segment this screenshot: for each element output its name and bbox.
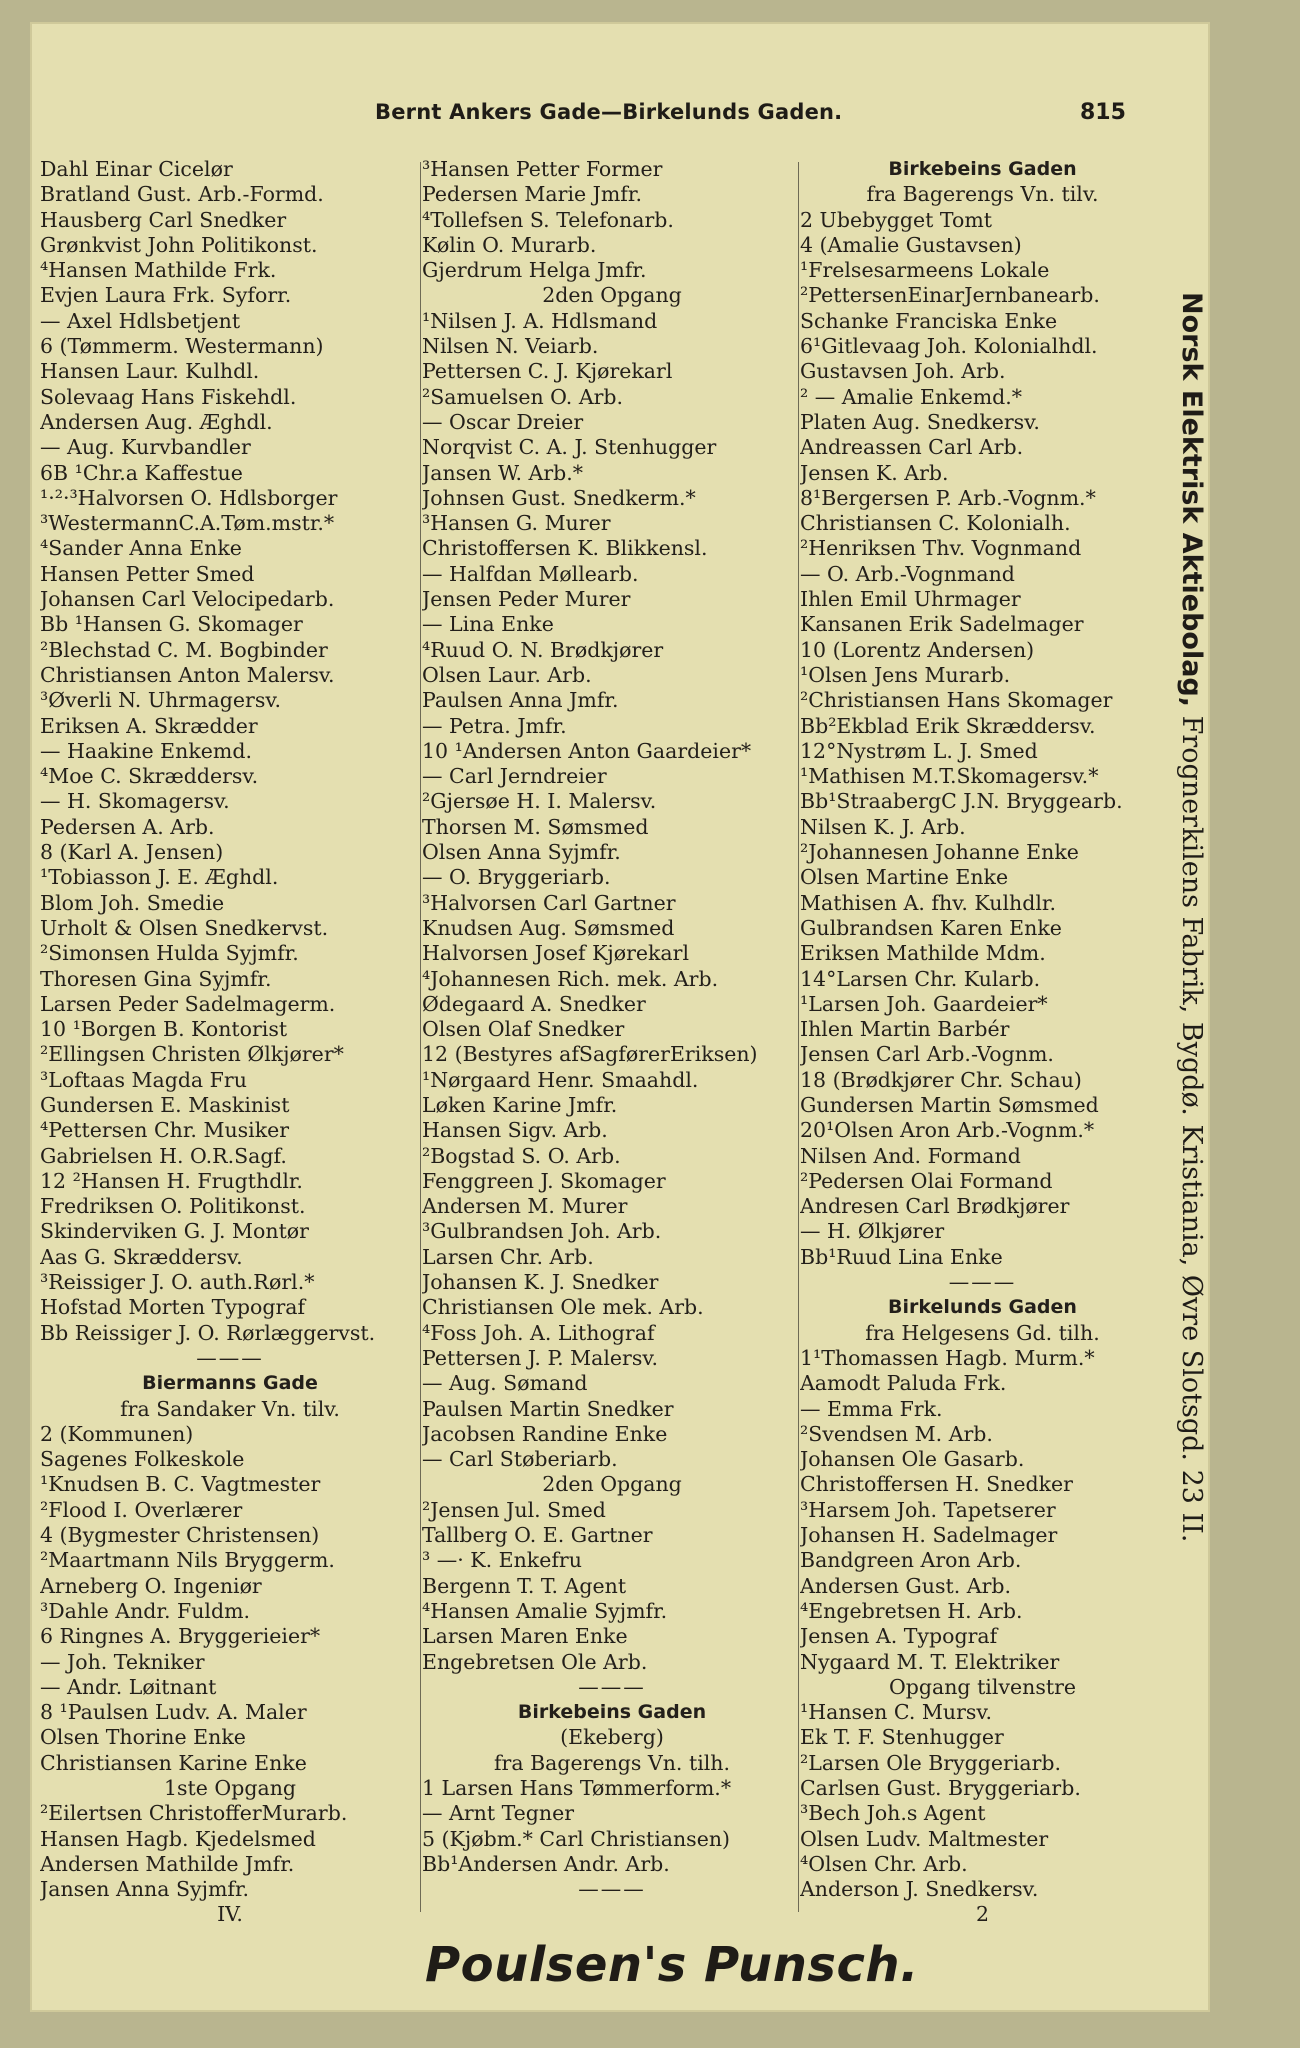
directory-entry: Fredriksen O. Politikonst.: [40, 1194, 306, 1219]
directory-entry: ⁴Ruud O. N. Brødkjører: [422, 637, 664, 662]
directory-entry: 2den Opgang: [542, 1472, 682, 1497]
directory-entry: ³Dahle Andr. Fuldm.: [40, 1598, 251, 1623]
directory-entry: fra Bagerengs Vn. tilv.: [866, 182, 1099, 207]
directory-entry: Olsen Olaf Snedker: [422, 1017, 625, 1042]
directory-entry: Hansen Petter Smed: [40, 561, 255, 586]
directory-entry: Opgang tilvenstre: [888, 1674, 1077, 1699]
directory-entry: Gabrielsen H. O.R.Sagf.: [40, 1143, 287, 1168]
directory-entry: Eriksen A. Skrædder: [40, 713, 258, 738]
directory-entry: Johnsen Gust. Snedkerm.*: [422, 485, 696, 510]
directory-entry: 4 (Amalie Gustavsen): [800, 232, 1022, 257]
directory-entry: ³Hansen G. Murer: [422, 511, 611, 536]
directory-entry: — H. Skomagersv.: [40, 789, 230, 814]
directory-entry: Pedersen Marie Jmfr.: [422, 182, 642, 207]
directory-entry: Kansanen Erik Sadelmager: [800, 612, 1084, 637]
directory-entry: Grønkvist John Politikonst.: [40, 232, 318, 257]
directory-entry: Solevaag Hans Fiskehdl.: [40, 384, 297, 409]
column-divider: [420, 162, 421, 1912]
directory-entry: — Aug. Kurvbandler: [40, 435, 251, 460]
directory-entry: ³Reissiger J. O. auth.Rørl.*: [40, 1270, 315, 1295]
directory-entry: 6 (Tømmerm. Westermann): [40, 334, 324, 359]
column-1: [40, 157, 420, 1928]
directory-entry: 12°Nystrøm L. J. Smed: [800, 738, 1038, 763]
directory-entry: Christoffersen K. Blikkensl.: [422, 536, 708, 561]
section-separator: ———: [948, 1270, 1017, 1295]
ad-company-address: Frognerkilens Fabrik, Bygdø. Kristiania, Øvre Slotsgd. 23 II.: [1176, 715, 1207, 1543]
directory-entry: 12 (Bestyres afSagførerEriksen): [422, 1042, 758, 1067]
street-heading: Birkelunds Gaden: [888, 1296, 1077, 1319]
directory-entry: 8 (Karl A. Jensen): [40, 840, 224, 865]
directory-entry: Jensen A. Typograf: [800, 1624, 998, 1649]
directory-entry: — Carl Jerndreier: [422, 764, 607, 789]
directory-entry: Olsen Anna Syjmfr.: [422, 840, 621, 865]
section-separator: ———: [578, 1877, 646, 1902]
directory-entry: Tallberg O. E. Gartner: [422, 1523, 653, 1548]
directory-entry: 10 (Lorentz Andersen): [800, 637, 1035, 662]
directory-entry: fra Bagerengs Vn. tilh.: [493, 1750, 731, 1775]
directory-entry: fra Sandaker Vn. tilv.: [120, 1396, 340, 1421]
directory-entry: Blom Joh. Smedie: [40, 890, 225, 915]
directory-entry: Anderson J. Snedkersv.: [800, 1877, 1039, 1902]
directory-entry: — Joh. Tekniker: [40, 1649, 205, 1674]
directory-entry: 14°Larsen Chr. Kularb.: [800, 966, 1041, 991]
directory-entry: Skinderviken G. J. Montør: [40, 1219, 309, 1244]
directory-entry: Andresen Carl Brødkjører: [800, 1194, 1070, 1219]
directory-entry: ⁴Johannesen Rich. mek. Arb.: [422, 966, 719, 991]
street-heading: Birkebeins Gaden: [517, 1701, 707, 1724]
directory-entry: ¹Tobiasson J. E. Æghdl.: [40, 865, 279, 890]
directory-entry: 2: [975, 1902, 990, 1927]
directory-entry: Jansen W. Arb.*: [422, 460, 584, 485]
directory-entry: Bb¹Andersen Andr. Arb.: [422, 1851, 670, 1876]
directory-entry: 6 Ringnes A. Bryggerieier*: [40, 1624, 321, 1649]
directory-entry: ²Larsen Ole Bryggeriarb.: [800, 1750, 1062, 1775]
directory-entry: Gulbrandsen Karen Enke: [800, 915, 1062, 940]
footer-advertisement: Poulsen's Punsch.: [425, 1937, 919, 1993]
vertical-advertisement: [1175, 292, 1215, 1712]
directory-entry: ³Øverli N. Uhrmagersv.: [40, 688, 282, 713]
directory-entry: Ihlen Emil Uhrmager: [800, 587, 1021, 612]
directory-entry: ¹Nilsen J. A. Hdlsmand: [422, 308, 658, 333]
directory-entry: — Andr. Løitnant: [40, 1674, 217, 1699]
directory-entry: 10 ¹Andersen Anton Gaardeier*: [422, 738, 752, 763]
directory-entry: Jacobsen Randine Enke: [422, 1421, 668, 1446]
ad-company-name: Norsk Elektrisk Aktiebolag,: [1176, 292, 1207, 708]
directory-entry: Mathisen A. fhv. Kulhdlr.: [800, 890, 1056, 915]
directory-entry: Pettersen J. P. Malersv.: [422, 1345, 659, 1370]
directory-entry: ²Ellingsen Christen Ølkjører*: [40, 1042, 344, 1067]
street-heading: Birkebeins Gaden: [888, 158, 1077, 180]
directory-entry: Johansen Carl Velocipedarb.: [40, 587, 335, 612]
directory-entry: 8 ¹Paulsen Ludv. A. Maler: [40, 1700, 307, 1725]
directory-entry: Fenggreen J. Skomager: [422, 1168, 666, 1193]
directory-entry: ²Bogstad S. O. Arb.: [422, 1143, 621, 1168]
directory-entry: ³Gulbrandsen Joh. Arb.: [422, 1219, 662, 1244]
directory-entry: 10 ¹Borgen B. Kontorist: [40, 1017, 288, 1042]
directory-entry: 2 (Kommunen): [40, 1421, 194, 1446]
directory-entry: 5 (Kjøbm.* Carl Christiansen): [422, 1826, 731, 1851]
directory-entry: Andreassen Carl Arb.: [800, 435, 1024, 460]
directory-entry: Hofstad Morten Typograf: [40, 1295, 306, 1320]
directory-entry: ²Svendsen M. Arb.: [800, 1421, 993, 1446]
directory-entry: ¹Frelsesarmeens Lokale: [800, 258, 1050, 283]
directory-entry: Evjen Laura Frk. Syforr.: [40, 283, 292, 308]
directory-entry: ¹Nørgaard Henr. Smaahdl.: [422, 1067, 699, 1092]
directory-entry: — H. Ølkjører: [800, 1219, 945, 1244]
page-header: [30, 100, 1210, 140]
directory-entry: Platen Aug. Snedkersv.: [800, 409, 1040, 434]
directory-entry: Andersen Mathilde Jmfr.: [40, 1851, 295, 1876]
directory-entry: ²Gjersøe H. I. Malersv.: [422, 789, 657, 814]
directory-entry: — Emma Frk.: [800, 1396, 943, 1421]
directory-entry: 6¹Gitlevaag Joh. Kolonialhdl.: [800, 334, 1098, 359]
directory-entry: Gustavsen Joh. Arb.: [800, 359, 1006, 384]
directory-entry: Bb¹StraabergC J.N. Bryggearb.: [800, 789, 1123, 814]
directory-entry: 18 (Brødkjører Chr. Schau): [800, 1067, 1082, 1092]
directory-entry: Jensen Peder Murer: [422, 587, 631, 612]
page-number: 815: [1080, 100, 1126, 125]
directory-entry: Dahl Einar Cicelør: [40, 157, 233, 181]
directory-entry: ³ —· K. Enkefru: [422, 1548, 582, 1573]
column-divider: [798, 162, 799, 1912]
directory-entry: Nilsen And. Formand: [800, 1143, 1021, 1168]
directory-entry: — Carl Støberiarb.: [422, 1447, 618, 1472]
directory-entry: Olsen Thorine Enke: [40, 1725, 246, 1750]
directory-entry: ³Hansen Petter Former: [422, 157, 663, 181]
directory-entry: ⁴Engebretsen H. Arb.: [800, 1598, 1023, 1623]
directory-entry: Gundersen Martin Sømsmed: [800, 1092, 1099, 1117]
directory-entry: Bergenn T. T. Agent: [422, 1573, 627, 1598]
directory-entry: ²Henriksen Thv. Vognmand: [800, 536, 1082, 561]
directory-entry: (Ekeberg): [560, 1725, 664, 1750]
directory-entry: Bb ¹Hansen G. Skomager: [40, 612, 303, 637]
directory-entry: Bb Reissiger J. O. Rørlæggervst.: [40, 1320, 376, 1345]
directory-entry: ¹Mathisen M.T.Skomagersv.*: [800, 764, 1099, 789]
directory-entry: ³Bech Joh.s Agent: [800, 1801, 986, 1826]
street-heading: Biermanns Gade: [142, 1372, 318, 1395]
directory-entry: 2 Ubebygget Tomt: [800, 207, 993, 232]
section-separator: ———: [578, 1674, 646, 1699]
directory-entry: Bb¹Ruud Lina Enke: [800, 1244, 1003, 1269]
directory-entry: Norqvist C. A. J. Stenhugger: [422, 435, 717, 460]
directory-entry: Thoresen Gina Syjmfr.: [40, 966, 272, 991]
directory-entry: Jensen Carl Arb.-Vognm.: [800, 1042, 1054, 1067]
directory-entry: ²Maartmann Nils Bryggerm.: [40, 1548, 335, 1573]
directory-entry: — Arnt Tegner: [422, 1801, 575, 1826]
directory-entry: Aamodt Paluda Frk.: [800, 1371, 1007, 1396]
directory-entry: ²Samuelsen O. Arb.: [422, 384, 624, 409]
directory-entry: IV.: [217, 1902, 243, 1927]
directory-entry: Knudsen Aug. Sømsmed: [422, 915, 675, 940]
directory-entry: Halvorsen Josef Kjørekarl: [422, 941, 690, 966]
directory-entry: — O. Bryggeriarb.: [422, 865, 611, 890]
directory-entry: — Haakine Enkemd.: [40, 738, 252, 763]
directory-entry: ¹Hansen C. Mursv.: [800, 1700, 993, 1725]
directory-entry: ⁴Sander Anna Enke: [40, 536, 242, 561]
directory-entry: ³WestermannC.A.Tøm.mstr.*: [40, 511, 335, 536]
directory-entry: 20¹Olsen Aron Arb.-Vognm.*: [800, 1118, 1095, 1143]
directory-entry: ²Pedersen Olai Formand: [800, 1168, 1053, 1193]
directory-entry: Schanke Franciska Enke: [800, 308, 1058, 333]
directory-entry: ³Loftaas Magda Fru: [40, 1067, 247, 1092]
directory-entry: ¹Olsen Jens Murarb.: [800, 662, 1011, 687]
directory-entry: ²Johannesen Johanne Enke: [800, 840, 1079, 865]
directory-entry: ⁴Olsen Chr. Arb.: [800, 1851, 968, 1876]
directory-entry: Gjerdrum Helga Jmfr.: [422, 258, 647, 283]
directory-entry: Johansen K. J. Snedker: [422, 1270, 659, 1295]
directory-entry: Paulsen Martin Snedker: [422, 1396, 674, 1421]
directory-entry: 6B ¹Chr.a Kaffestue: [40, 460, 243, 485]
directory-entry: Andersen Gust. Arb.: [800, 1573, 1012, 1598]
directory-entry: Christiansen Anton Malersv.: [40, 662, 335, 687]
directory-entry: ²Jensen Jul. Smed: [422, 1497, 606, 1522]
directory-entry: ¹Larsen Joh. Gaardeier*: [800, 991, 1048, 1016]
directory-entry: Christiansen C. Kolonialh.: [800, 511, 1071, 536]
directory-entry: Sagenes Folkeskole: [40, 1447, 245, 1472]
directory-entry: — Halfdan Møllearb.: [422, 561, 639, 586]
directory-entry: ⁴Pettersen Chr. Musiker: [40, 1118, 290, 1143]
directory-entry: Johansen Ole Gasarb.: [800, 1447, 1025, 1472]
directory-entry: ²Simonsen Hulda Syjmfr.: [40, 941, 299, 966]
directory-entry: 4 (Bygmester Christensen): [40, 1523, 320, 1548]
page-title: Bernt Ankers Gade—Birkelunds Gaden.: [375, 100, 843, 124]
directory-entry: Hansen Hagb. Kjedelsmed: [40, 1826, 316, 1851]
directory-entry: ²Blechstad C. M. Bogbinder: [40, 637, 328, 662]
directory-entry: Urholt & Olsen Snedkervst.: [40, 915, 329, 940]
directory-entry: ⁴Foss Joh. A. Lithograf: [422, 1320, 655, 1345]
directory-entry: Nygaard M. T. Elektriker: [800, 1649, 1060, 1674]
directory-entry: Arneberg O. Ingeniør: [40, 1573, 262, 1598]
directory-entry: Larsen Peder Sadelmagerm.: [40, 991, 336, 1016]
directory-entry: Bandgreen Aron Arb.: [800, 1548, 1022, 1573]
directory-entry: Bb²Ekblad Erik Skræddersv.: [800, 713, 1096, 738]
directory-page: [30, 22, 1210, 2012]
directory-entry: Larsen Chr. Arb.: [422, 1244, 594, 1269]
directory-entry: Andersen Aug. Æghdl.: [40, 409, 273, 434]
column-3: [800, 157, 1165, 1928]
directory-entry: Nilsen N. Veiarb.: [422, 334, 599, 359]
directory-entry: Ek T. F. Stenhugger: [800, 1725, 1004, 1750]
directory-entry: ⁴Tollefsen S. Telefonarb.: [422, 207, 674, 232]
directory-entry: ²Christiansen Hans Skomager: [800, 688, 1113, 713]
directory-entry: Pettersen C. J. Kjørekarl: [422, 359, 673, 384]
directory-entry: Andersen M. Murer: [422, 1194, 628, 1219]
directory-entry: 2den Opgang: [542, 283, 682, 308]
directory-entry: ⁴Hansen Mathilde Frk.: [40, 258, 277, 283]
directory-entry: Gundersen E. Maskinist: [40, 1092, 290, 1117]
directory-entry: Jensen K. Arb.: [800, 460, 949, 485]
directory-entry: ¹·²·³Halvorsen O. Hdlsborger: [40, 485, 338, 510]
directory-entry: 1 Larsen Hans Tømmerform.*: [422, 1776, 732, 1800]
directory-entry: Pedersen A. Arb.: [40, 814, 215, 839]
directory-entry: Hansen Sigv. Arb.: [422, 1118, 608, 1143]
section-separator: ———: [196, 1345, 264, 1370]
directory-entry: 1ste Opgang: [163, 1776, 297, 1800]
directory-entry: ⁴Hansen Amalie Syjmfr.: [422, 1598, 668, 1623]
directory-entry: ³Halvorsen Carl Gartner: [422, 890, 676, 915]
directory-entry: Carlsen Gust. Bryggeriarb.: [800, 1776, 1081, 1800]
directory-entry: ²Flood I. Overlærer: [40, 1497, 243, 1522]
directory-entry: ³Harsem Joh. Tapetserer: [800, 1497, 1056, 1522]
directory-entry: — Oscar Dreier: [422, 409, 584, 434]
directory-entry: ²PettersenEinarJernbanearb.: [800, 283, 1100, 308]
directory-entry: — O. Arb.-Vognmand: [800, 561, 1015, 586]
directory-entry: Christoffersen H. Snedker: [800, 1472, 1073, 1497]
directory-entry: — Axel Hdlsbetjent: [40, 308, 241, 333]
directory-entry: Nilsen K. J. Arb.: [800, 814, 966, 839]
directory-entry: Paulsen Anna Jmfr.: [422, 688, 619, 713]
directory-entry: Eriksen Mathilde Mdm.: [800, 941, 1046, 966]
directory-entry: ¹Knudsen B. C. Vagtmester: [40, 1472, 321, 1497]
directory-entry: Johansen H. Sadelmager: [800, 1523, 1058, 1548]
directory-entry: 1¹Thomassen Hagb. Murm.*: [800, 1345, 1095, 1370]
directory-entry: Christiansen Karine Enke: [40, 1750, 307, 1775]
directory-entry: Christiansen Ole mek. Arb.: [422, 1295, 704, 1320]
directory-entry: 8¹Bergersen P. Arb.-Vognm.*: [800, 485, 1096, 510]
directory-entry: Hausberg Carl Snedker: [40, 207, 287, 232]
directory-entry: Løken Karine Jmfr.: [422, 1092, 618, 1117]
directory-entry: — Petra. Jmfr.: [422, 713, 567, 738]
directory-entry: Engebretsen Ole Arb.: [422, 1649, 648, 1674]
directory-entry: Ihlen Martin Barbér: [800, 1017, 1010, 1042]
directory-entry: Larsen Maren Enke: [422, 1624, 628, 1649]
directory-entry: Bratland Gust. Arb.-Formd.: [40, 182, 324, 207]
directory-entry: Thorsen M. Sømsmed: [422, 814, 649, 839]
directory-entry: Kølin O. Murarb.: [422, 232, 597, 257]
directory-entry: Aas G. Skræddersv.: [40, 1244, 243, 1269]
directory-entry: — Aug. Sømand: [422, 1371, 588, 1396]
directory-entry: Jansen Anna Syjmfr.: [40, 1877, 250, 1902]
directory-entry: ⁴Moe C. Skræddersv.: [40, 764, 259, 789]
directory-entry: Ødegaard A. Snedker: [422, 991, 646, 1016]
directory-entry: 12 ²Hansen H. Frugthdlr.: [40, 1168, 303, 1193]
directory-entry: Olsen Laur. Arb.: [422, 662, 592, 687]
directory-entry: Hansen Laur. Kulhdl.: [40, 359, 260, 384]
directory-entry: — Lina Enke: [422, 612, 554, 637]
directory-entry: fra Helgesens Gd. tilh.: [865, 1320, 1100, 1345]
directory-entry: Olsen Martine Enke: [800, 865, 1009, 890]
directory-entry: ²Eilertsen ChristofferMurarb.: [40, 1801, 348, 1826]
directory-entry: Olsen Ludv. Maltmester: [800, 1826, 1049, 1851]
column-2: [422, 157, 802, 1902]
directory-entry: ² — Amalie Enkemd.*: [800, 384, 1023, 409]
